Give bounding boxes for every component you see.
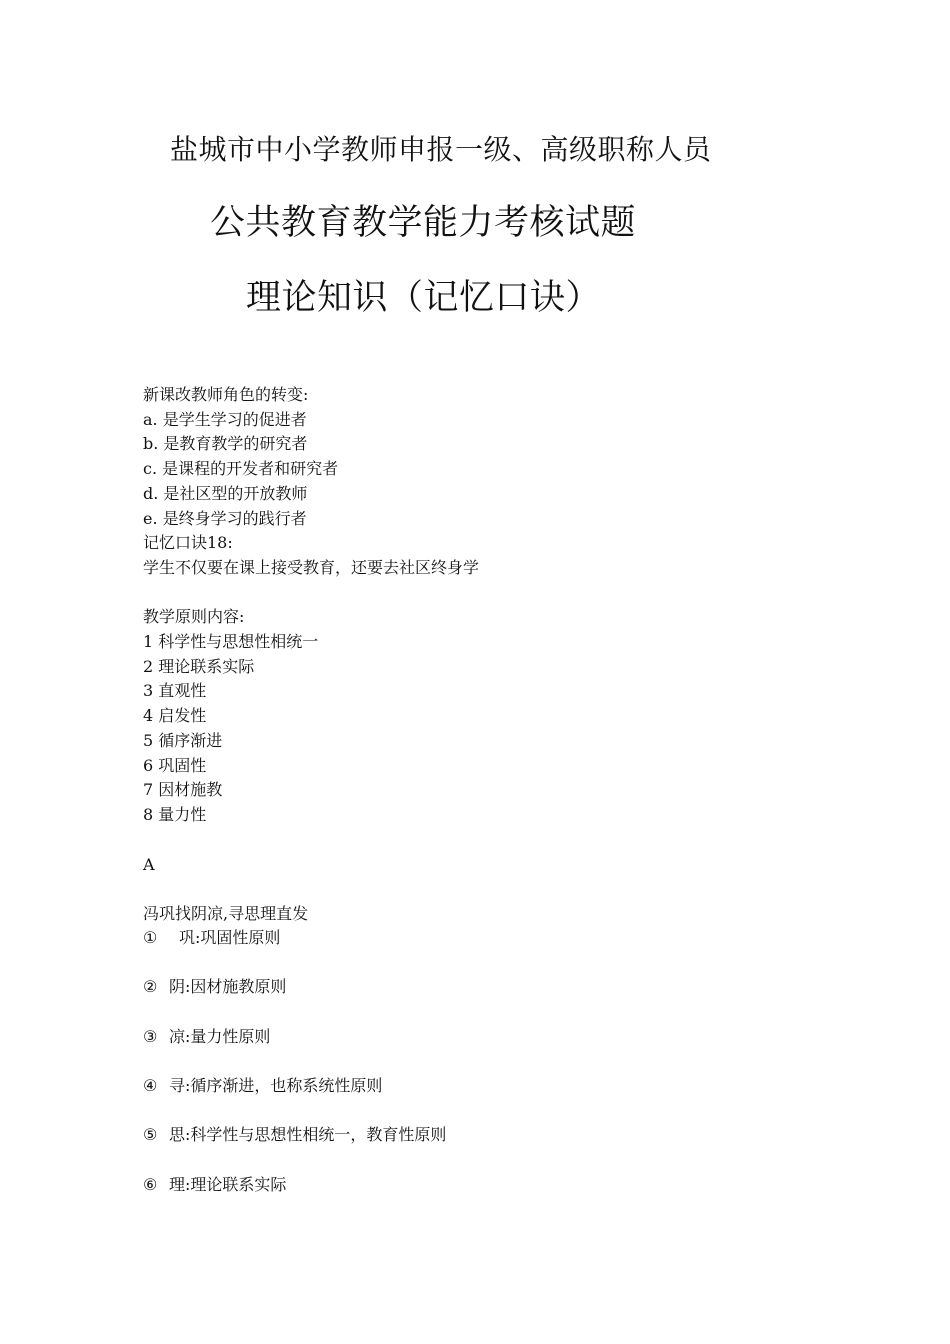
- explanation-item: [143, 1076, 382, 1096]
- item-number: ⑥: [143, 1175, 158, 1194]
- list-item: 8 量力性: [143, 805, 207, 824]
- explanation-text: 理:理论联系实际: [169, 1175, 287, 1194]
- explanation-item: [143, 1027, 270, 1047]
- item-number: ①: [143, 928, 158, 947]
- item-number: ③: [143, 1027, 158, 1046]
- list-item: e. 是终身学习的践行者: [143, 509, 307, 528]
- explanation-item: [143, 1125, 446, 1145]
- list-item: d. 是社区型的开放教师: [143, 484, 308, 503]
- list-item: c. 是课程的开发者和研究者: [143, 459, 339, 478]
- roles-heading: 新课改教师角色的转变:: [143, 385, 309, 404]
- document-title-line-3: 理论知识（记忆口诀）: [246, 278, 602, 318]
- explanation-text: 巩:巩固性原则: [179, 928, 281, 947]
- mnemonic-text: 学生不仅要在课上接受教育，还要去社区终身学: [143, 558, 480, 577]
- explanation-item: [143, 1175, 286, 1195]
- list-item: b. 是教育教学的研究者: [143, 434, 308, 453]
- list-item: 6 巩固性: [143, 756, 207, 775]
- explanation-item: [143, 977, 286, 997]
- list-item: 1 科学性与思想性相统一: [143, 632, 319, 651]
- principles-mnemonic: 冯巩找阴凉,寻思理直发: [143, 904, 309, 923]
- principles-heading: 教学原则内容:: [143, 607, 245, 626]
- list-item: 3 直观性: [143, 681, 207, 700]
- mnemonic-label: 记忆口诀18:: [143, 533, 233, 552]
- list-item: 2 理论联系实际: [143, 657, 255, 676]
- section-marker: A: [143, 855, 155, 874]
- item-number: ⑤: [143, 1125, 158, 1144]
- explanation-text: 凉:量力性原则: [169, 1027, 271, 1046]
- list-item: 5 循序渐进: [143, 731, 223, 750]
- explanation-text: 寻:循序渐进，也称系统性原则: [169, 1076, 383, 1095]
- document-title-line-1: 盐城市中小学教师申报一级、高级职称人员: [170, 133, 712, 166]
- document-title-line-2: 公共教育教学能力考核试题: [210, 203, 637, 243]
- list-item: 4 启发性: [143, 706, 207, 725]
- item-number: ④: [143, 1076, 158, 1095]
- explanation-text: 阴:因材施教原则: [169, 977, 287, 996]
- list-item: 7 因材施教: [143, 780, 223, 799]
- explanation-text: 思:科学性与思想性相统一，教育性原则: [169, 1125, 447, 1144]
- list-item: a. 是学生学习的促进者: [143, 410, 307, 429]
- explanation-item: [143, 928, 280, 948]
- item-number: ②: [143, 977, 158, 996]
